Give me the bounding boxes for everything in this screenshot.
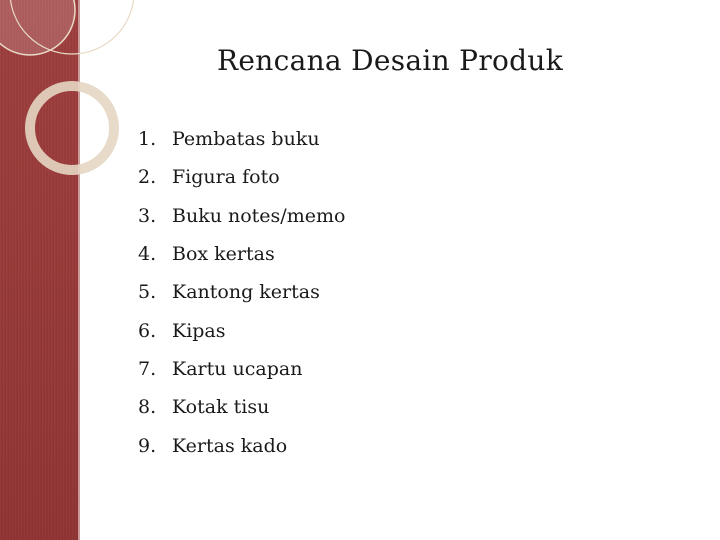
list-item [138,273,345,311]
list-item-number: 1. [138,128,157,151]
list-item-label: Kipas [172,319,226,342]
list-item-label: Kartu ucapan [172,357,303,380]
list-item [138,426,345,464]
top-disc-shape [0,0,75,55]
slide-title: Rencana Desain Produk [217,44,563,77]
list-item [138,120,345,158]
list-item-number: 9. [138,434,157,457]
list-item-number: 5. [138,281,157,304]
list-item-number: 7. [138,357,157,380]
list-item [138,197,345,235]
list-item [138,235,345,273]
list-item-label: Kotak tisu [172,396,270,419]
list-item-number: 2. [138,166,157,189]
list-item-label: Pembatas buku [172,128,320,151]
decorative-circles-icon [0,0,140,200]
list-item-label: Box kertas [172,243,275,266]
list-item-label: Kantong kertas [172,281,320,304]
list-item-label: Kertas kado [172,434,288,457]
list-item [138,311,345,349]
ring-shape [30,86,114,170]
list-item-number: 3. [138,204,157,227]
list-item [138,350,345,388]
list-item-label: Figura foto [172,166,280,189]
list-item-number: 4. [138,243,157,266]
list-item-number: 6. [138,319,157,342]
list-item [138,388,345,426]
list-item-number: 8. [138,396,157,419]
list-item [138,158,345,196]
product-list [138,120,345,465]
list-item-label: Buku notes/memo [172,204,346,227]
